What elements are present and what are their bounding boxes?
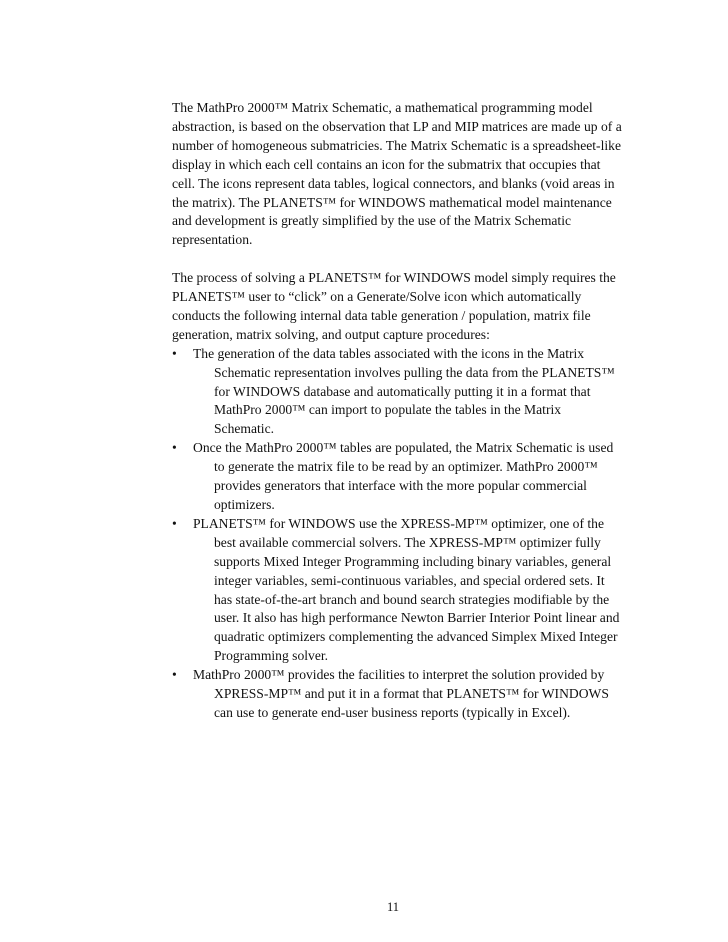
list-item-text: Once the MathPro 2000™ tables are populated, the Matrix Schematic is used to generate the matrix file to be read by an optimizer. MathPro 2000™ provides generators that interface with the more popular commercial optimizers. [193,440,614,513]
list-item [172,515,624,666]
page-body [172,99,624,723]
list-item-text: MathPro 2000™ provides the facilities to interpret the solution provided by XPRESS-MP™ and put it in a format that PLANETS™ for WINDOWS can use to generate end-user business reports (typically in Excel). [193,667,609,720]
list-item-text: The generation of the data tables associated with the icons in the Matrix Schematic representation involves pulling the data from the PLANETS™ for WINDOWS database and automatically putting it in a format that MathPro 2000™ can import to populate the tables in the Matrix Schematic. [193,345,615,437]
paragraph-matrix-schematic: The MathPro 2000™ Matrix Schematic, a mathematical programming model abstraction, is based on the observation that LP and MIP matrices are made up of a number of homogeneous submatricies. The Matrix Schematic is a spreadsheet-like display in which each cell contains an icon for the submatrix that occupies that cell. The icons represent data tables, logical connectors, and blanks (void areas in the matrix). The PLANETS™ for WINDOWS mathematical model maintenance and development is greatly simplified by the use of the Matrix Schematic representation. [172,100,622,248]
bullet-icon: • [172,667,177,683]
list-item [172,666,624,723]
list-item-text: PLANETS™ for WINDOWS use the XPRESS-MP™ optimizer, one of the best available commercial solvers. The XPRESS-MP™ optimizer fully supports Mixed Integer Programming including binary variables, general integer variables, semi-continuous variables, and special ordered sets. It has state-of-the-art branch and bound search strategies modifiable by the user. It also has high performance Newton Barrier Interior Point linear and quadratic optimizers complementing the advanced Simplex Mixed Integer Programming solver. [193,515,620,664]
list-item [172,439,624,515]
paragraph-solving-process: The process of solving a PLANETS™ for WINDOWS model simply requires the PLANETS™ user to “click” on a Generate/Solve icon which automatically conducts the following internal data table generation / population, matrix file generation, matrix solving, and output capture procedures: [172,270,616,342]
procedure-list [172,345,624,723]
bullet-icon: • [172,345,177,361]
bullet-icon: • [172,440,177,456]
bullet-icon: • [172,515,177,531]
page-number: 11 [386,900,400,914]
list-item [172,345,624,440]
